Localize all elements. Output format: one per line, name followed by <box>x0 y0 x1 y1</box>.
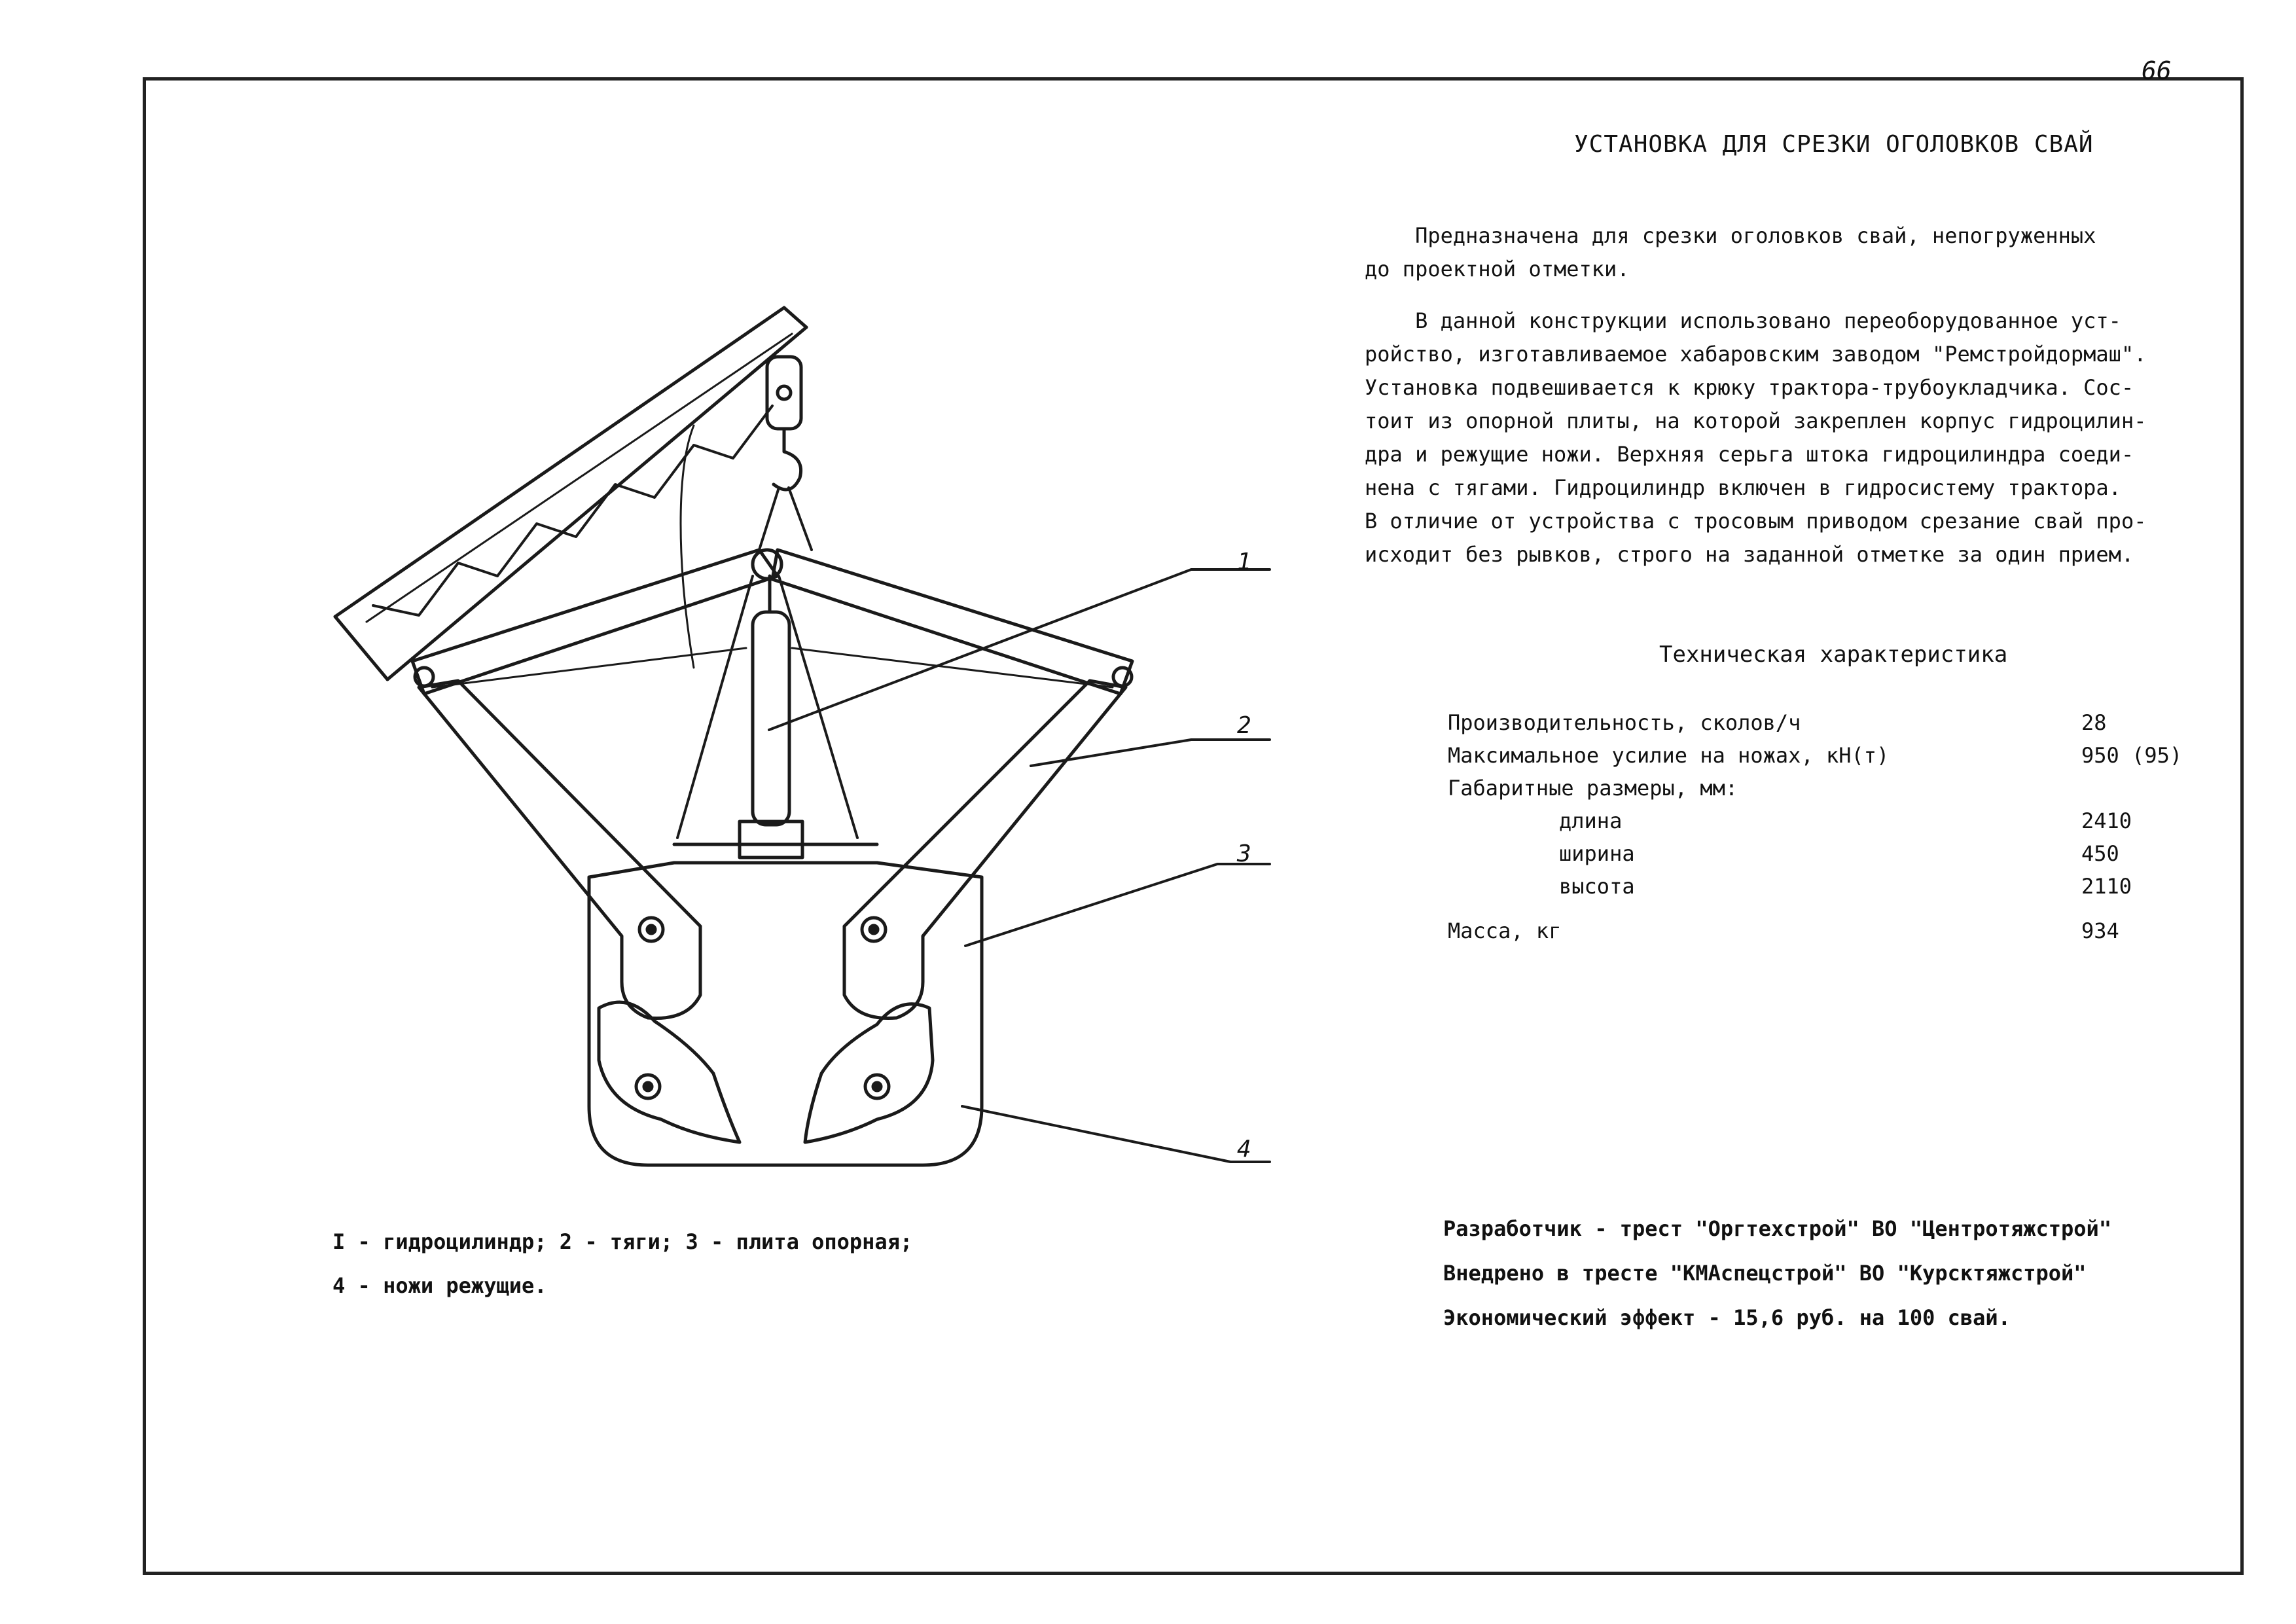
spec-length-value: 2410 <box>2081 808 2132 833</box>
spec-width-value: 450 <box>2081 841 2119 866</box>
left-knife <box>599 1002 740 1142</box>
tie-rods <box>412 550 1132 694</box>
crane-boom <box>335 308 806 679</box>
page-title: УСТАНОВКА ДЛЯ СРЕЗКИ ОГОЛОВКОВ СВАЙ <box>1574 131 2094 158</box>
legend-line-1: I - гидроцилиндр; 2 - тяги; 3 - плита опорная; <box>332 1229 913 1254</box>
legend-line-2: 4 - ножи режущие. <box>332 1273 547 1298</box>
spec-productivity-label: Производительность, сколов/ч <box>1448 710 1801 735</box>
sling-rod <box>759 488 779 550</box>
description-line: тоит из опорной плиты, на которой закреплен корпус гидроцилин- <box>1365 408 2147 433</box>
callout-3: 3 <box>1237 840 1251 867</box>
callout-2: 2 <box>1237 712 1251 739</box>
right-arm <box>844 681 1126 1019</box>
spec-productivity-value: 28 <box>2081 710 2107 735</box>
spec-force-value: 950 (95) <box>2081 743 2183 768</box>
spec-length-label: длина <box>1559 808 1623 833</box>
spec-mass-label: Масса, кг <box>1448 918 1562 943</box>
tech-spec-title: Техническая характеристика <box>1659 641 2008 668</box>
callout-1: 1 <box>1237 549 1251 575</box>
sling-rod <box>789 488 812 550</box>
description-line: Установка подвешивается к крюку трактора-трубоукладчика. Сос- <box>1365 375 2134 400</box>
page-number: 66 <box>2142 56 2172 85</box>
spec-mass-value: 934 <box>2081 918 2119 943</box>
right-knife <box>805 1004 933 1142</box>
description-line: нена с тягами. Гидроцилиндр включен в гидросистему трактора. <box>1365 475 2121 500</box>
purpose-line: Предназначена для срезки оголовков свай, непогруженных <box>1365 223 2096 248</box>
spec-height-label: высота <box>1559 874 1635 899</box>
footer-implemented: Внедрено в тресте "КМАспецстрой" ВО "Курсктяжстрой" <box>1443 1261 2087 1286</box>
callout-4: 4 <box>1237 1136 1251 1163</box>
description-line: В отличие от устройства с тросовым приводом срезание свай про- <box>1365 509 2147 533</box>
description-line: ройство, изготавливаемое хабаровским заводом "Ремстройдормаш". <box>1365 342 2147 367</box>
description-line: В данной конструкции использовано переоборудованное уст- <box>1365 308 2121 333</box>
purpose-line: до проектной отметки. <box>1365 257 1630 281</box>
cable <box>677 576 753 838</box>
footer-developer: Разработчик - трест "Оргтехстрой" ВО "Центротяжстрой" <box>1443 1216 2112 1241</box>
description-line: исходит без рывков, строго на заданной отметке за один прием. <box>1365 542 2134 567</box>
spec-width-label: ширина <box>1559 841 1635 866</box>
left-arm <box>419 681 700 1019</box>
spec-height-value: 2110 <box>2081 874 2132 899</box>
leader-lines <box>769 569 1270 1162</box>
description-line: дра и режущие ножи. Верхняя серьга штока гидроцилиндра соеди- <box>1365 442 2134 467</box>
spec-force-label: Максимальное усилие на ножах, кН(т) <box>1448 743 1890 768</box>
hydraulic-cylinder <box>740 576 802 857</box>
spec-dims-label: Габаритные размеры, мм: <box>1448 776 1738 801</box>
footer-effect: Экономический эффект - 15,6 руб. на 100 свай. <box>1443 1305 2011 1330</box>
